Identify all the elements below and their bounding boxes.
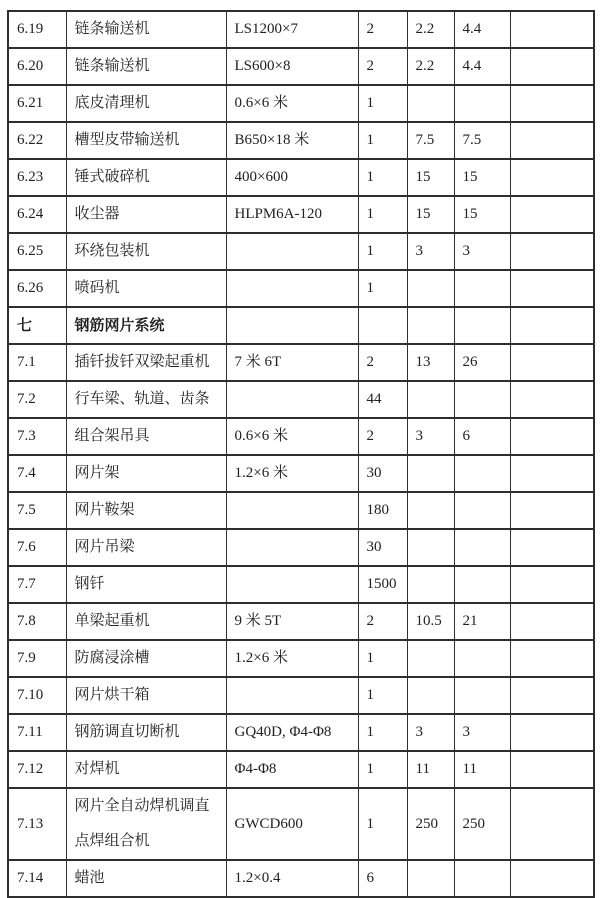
cell-note [510, 344, 594, 381]
cell-index: 6.26 [8, 270, 66, 307]
equipment-table [7, 10, 595, 898]
cell-note [510, 159, 594, 196]
cell-note [510, 455, 594, 492]
cell-spec: GWCD600 [226, 788, 358, 860]
cell-name: 钢筋网片系统 [66, 307, 226, 344]
cell-note [510, 11, 594, 48]
cell-unit-power: 2.2 [407, 48, 454, 85]
cell-note [510, 196, 594, 233]
cell-qty: 1 [358, 233, 407, 270]
cell-unit-power [407, 529, 454, 566]
cell-name: 网片全自动焊机调直点焊组合机 [66, 788, 226, 860]
cell-name: 收尘器 [66, 196, 226, 233]
cell-qty: 2 [358, 603, 407, 640]
cell-unit-power: 3 [407, 418, 454, 455]
cell-qty: 30 [358, 455, 407, 492]
cell-index: 7.13 [8, 788, 66, 860]
cell-index: 6.20 [8, 48, 66, 85]
cell-name: 底皮清理机 [66, 85, 226, 122]
cell-index: 6.25 [8, 233, 66, 270]
cell-total-power: 4.4 [454, 11, 510, 48]
cell-spec [226, 307, 358, 344]
cell-note [510, 603, 594, 640]
cell-index: 7.4 [8, 455, 66, 492]
cell-unit-power [407, 640, 454, 677]
table-row [8, 159, 594, 196]
cell-index: 7.8 [8, 603, 66, 640]
cell-total-power [454, 492, 510, 529]
cell-note [510, 714, 594, 751]
cell-qty: 30 [358, 529, 407, 566]
cell-unit-power [407, 270, 454, 307]
cell-spec: 1.2×6 米 [226, 455, 358, 492]
cell-qty: 2 [358, 48, 407, 85]
table-row [8, 860, 594, 897]
table-row [8, 418, 594, 455]
cell-spec: 400×600 [226, 159, 358, 196]
cell-unit-power [407, 381, 454, 418]
table-row [8, 122, 594, 159]
cell-total-power [454, 85, 510, 122]
cell-index: 6.19 [8, 11, 66, 48]
cell-note [510, 48, 594, 85]
cell-name: 槽型皮带输送机 [66, 122, 226, 159]
cell-note [510, 307, 594, 344]
cell-unit-power: 15 [407, 196, 454, 233]
cell-note [510, 529, 594, 566]
cell-note [510, 860, 594, 897]
cell-note [510, 381, 594, 418]
cell-spec: 1.2×6 米 [226, 640, 358, 677]
cell-spec: 0.6×6 米 [226, 418, 358, 455]
cell-spec: Φ4-Φ8 [226, 751, 358, 788]
cell-unit-power: 250 [407, 788, 454, 860]
cell-spec: LS1200×7 [226, 11, 358, 48]
cell-index: 7.7 [8, 566, 66, 603]
table-row [8, 344, 594, 381]
cell-total-power: 15 [454, 196, 510, 233]
cell-total-power [454, 455, 510, 492]
cell-total-power [454, 677, 510, 714]
cell-index: 7.11 [8, 714, 66, 751]
cell-name: 网片烘干箱 [66, 677, 226, 714]
cell-qty: 1 [358, 196, 407, 233]
cell-total-power [454, 640, 510, 677]
cell-unit-power: 15 [407, 159, 454, 196]
cell-note [510, 640, 594, 677]
cell-index: 7.1 [8, 344, 66, 381]
cell-name: 插钎拔钎双梁起重机 [66, 344, 226, 381]
cell-spec [226, 270, 358, 307]
cell-unit-power: 3 [407, 714, 454, 751]
table-row [8, 529, 594, 566]
cell-name: 链条输送机 [66, 48, 226, 85]
cell-qty: 1 [358, 270, 407, 307]
cell-unit-power [407, 307, 454, 344]
cell-unit-power [407, 860, 454, 897]
cell-total-power: 6 [454, 418, 510, 455]
cell-name: 对焊机 [66, 751, 226, 788]
equipment-table-body [8, 11, 594, 897]
cell-name: 网片架 [66, 455, 226, 492]
cell-qty: 6 [358, 860, 407, 897]
table-row [8, 381, 594, 418]
table-row [8, 270, 594, 307]
cell-index: 7.10 [8, 677, 66, 714]
cell-unit-power [407, 677, 454, 714]
cell-qty: 1 [358, 159, 407, 196]
table-row [8, 11, 594, 48]
cell-name: 锤式破碎机 [66, 159, 226, 196]
cell-index: 7.2 [8, 381, 66, 418]
cell-name: 链条输送机 [66, 11, 226, 48]
cell-note [510, 492, 594, 529]
cell-note [510, 566, 594, 603]
cell-unit-power: 3 [407, 233, 454, 270]
cell-total-power: 26 [454, 344, 510, 381]
cell-total-power: 3 [454, 714, 510, 751]
cell-qty: 2 [358, 418, 407, 455]
cell-qty: 1 [358, 751, 407, 788]
table-row [8, 455, 594, 492]
cell-qty: 1 [358, 122, 407, 159]
cell-index: 7.12 [8, 751, 66, 788]
cell-spec [226, 566, 358, 603]
cell-unit-power [407, 455, 454, 492]
cell-note [510, 418, 594, 455]
table-row [8, 788, 594, 860]
table-row [8, 307, 594, 344]
cell-qty: 1 [358, 788, 407, 860]
cell-spec: 9 米 5T [226, 603, 358, 640]
cell-name: 蜡池 [66, 860, 226, 897]
cell-unit-power [407, 85, 454, 122]
table-row [8, 751, 594, 788]
cell-spec [226, 677, 358, 714]
cell-note [510, 270, 594, 307]
cell-qty: 1 [358, 85, 407, 122]
cell-note [510, 677, 594, 714]
cell-name: 组合架吊具 [66, 418, 226, 455]
cell-name: 喷码机 [66, 270, 226, 307]
cell-spec [226, 381, 358, 418]
cell-total-power [454, 566, 510, 603]
cell-unit-power: 13 [407, 344, 454, 381]
cell-name: 网片吊梁 [66, 529, 226, 566]
cell-qty: 1 [358, 640, 407, 677]
cell-name: 网片鞍架 [66, 492, 226, 529]
cell-unit-power [407, 492, 454, 529]
cell-qty: 1 [358, 714, 407, 751]
cell-spec [226, 233, 358, 270]
cell-qty: 2 [358, 11, 407, 48]
cell-spec: B650×18 米 [226, 122, 358, 159]
cell-unit-power: 11 [407, 751, 454, 788]
cell-index: 7.14 [8, 860, 66, 897]
table-row [8, 677, 594, 714]
table-row [8, 196, 594, 233]
cell-total-power: 4.4 [454, 48, 510, 85]
cell-index: 7.5 [8, 492, 66, 529]
table-row [8, 640, 594, 677]
cell-index: 6.21 [8, 85, 66, 122]
cell-qty: 2 [358, 344, 407, 381]
cell-qty [358, 307, 407, 344]
cell-index: 6.22 [8, 122, 66, 159]
cell-spec [226, 492, 358, 529]
cell-total-power [454, 860, 510, 897]
table-row [8, 85, 594, 122]
cell-unit-power: 10.5 [407, 603, 454, 640]
cell-spec: 0.6×6 米 [226, 85, 358, 122]
cell-index: 7.6 [8, 529, 66, 566]
cell-spec: GQ40D, Φ4-Φ8 [226, 714, 358, 751]
table-row [8, 714, 594, 751]
table-row [8, 48, 594, 85]
cell-name: 行车梁、轨道、齿条 [66, 381, 226, 418]
cell-qty: 44 [358, 381, 407, 418]
cell-note [510, 122, 594, 159]
cell-total-power [454, 270, 510, 307]
cell-total-power [454, 381, 510, 418]
cell-spec: 1.2×0.4 [226, 860, 358, 897]
cell-name: 钢钎 [66, 566, 226, 603]
cell-index: 七 [8, 307, 66, 344]
cell-name: 环绕包装机 [66, 233, 226, 270]
cell-unit-power: 2.2 [407, 11, 454, 48]
cell-unit-power: 7.5 [407, 122, 454, 159]
cell-note [510, 233, 594, 270]
cell-total-power: 3 [454, 233, 510, 270]
cell-note [510, 788, 594, 860]
cell-total-power [454, 307, 510, 344]
table-row [8, 603, 594, 640]
cell-name: 防腐浸涂槽 [66, 640, 226, 677]
cell-total-power: 11 [454, 751, 510, 788]
cell-spec [226, 529, 358, 566]
cell-total-power: 250 [454, 788, 510, 860]
cell-spec: 7 米 6T [226, 344, 358, 381]
cell-note [510, 751, 594, 788]
cell-index: 7.9 [8, 640, 66, 677]
cell-index: 7.3 [8, 418, 66, 455]
table-row [8, 492, 594, 529]
cell-spec: LS600×8 [226, 48, 358, 85]
cell-name: 钢筋调直切断机 [66, 714, 226, 751]
cell-index: 6.24 [8, 196, 66, 233]
cell-total-power: 15 [454, 159, 510, 196]
cell-total-power: 7.5 [454, 122, 510, 159]
cell-total-power: 21 [454, 603, 510, 640]
cell-name: 单梁起重机 [66, 603, 226, 640]
cell-spec: HLPM6A-120 [226, 196, 358, 233]
cell-index: 6.23 [8, 159, 66, 196]
cell-qty: 180 [358, 492, 407, 529]
table-row [8, 233, 594, 270]
cell-note [510, 85, 594, 122]
cell-total-power [454, 529, 510, 566]
table-row [8, 566, 594, 603]
cell-qty: 1 [358, 677, 407, 714]
cell-unit-power [407, 566, 454, 603]
cell-qty: 1500 [358, 566, 407, 603]
